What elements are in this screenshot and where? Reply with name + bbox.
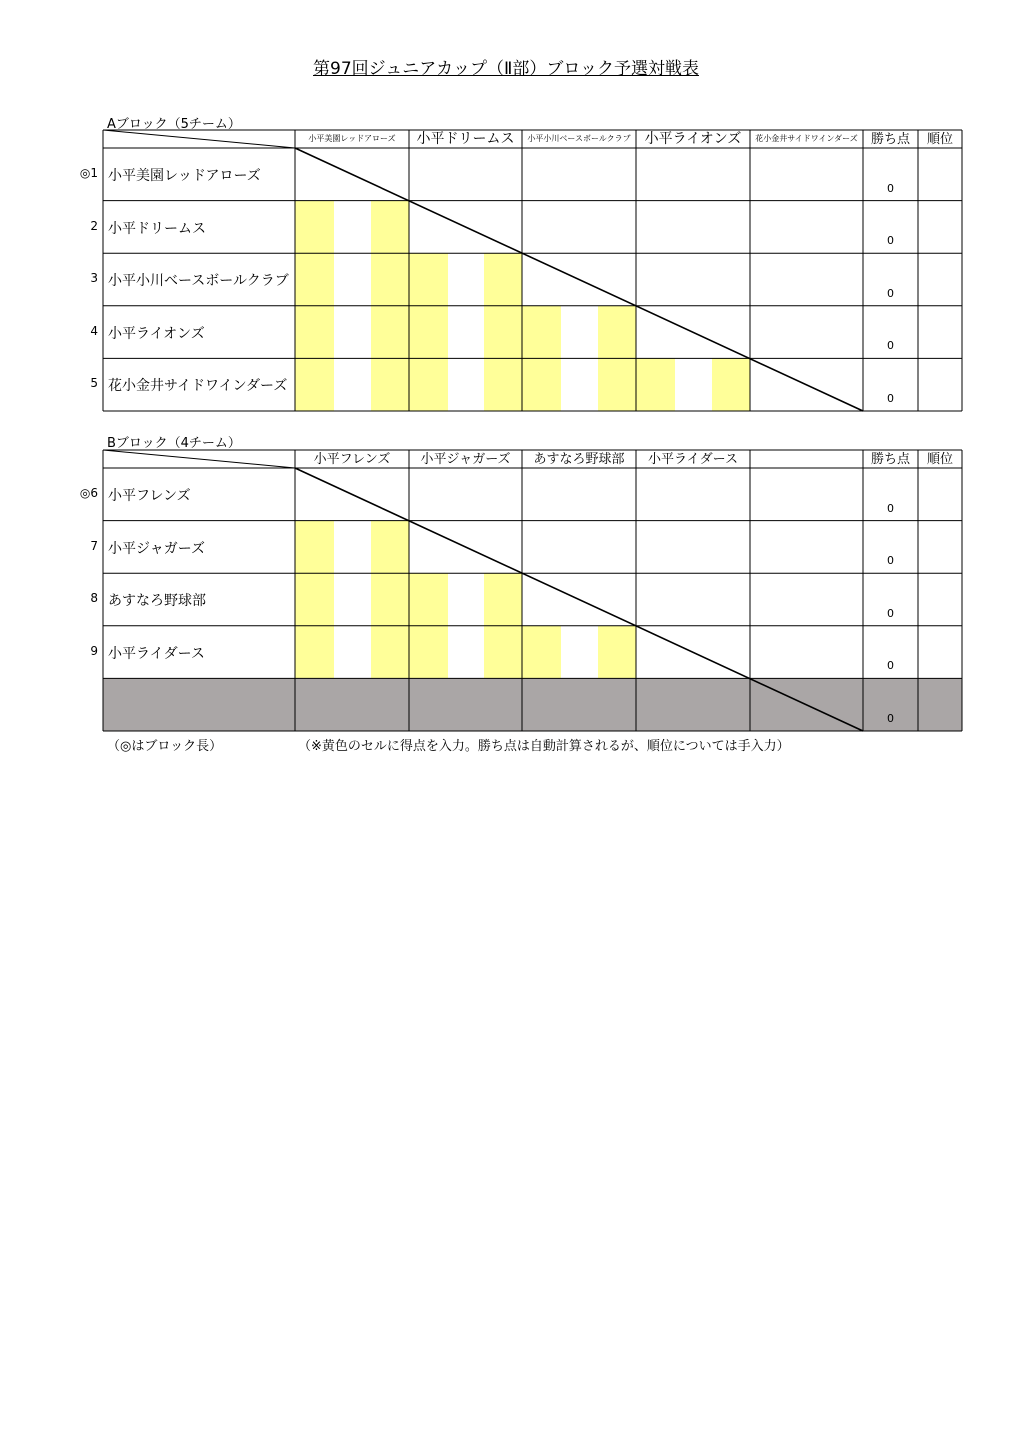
corner-diagonal [103,450,295,468]
team-number: 4 [90,323,98,338]
team-number: 3 [90,271,98,286]
opponent-header: 小平ライダース [648,451,738,467]
leader-note: （◎はブロック長） [107,739,223,754]
team-name: 小平フレンズ [108,488,191,504]
team-name: 小平ライオンズ [108,325,205,342]
points-value: 0 [887,712,894,725]
team-number: 9 [90,643,98,658]
opponent-header: 小平小川ベースボールクラブ [527,134,631,143]
points-value: 0 [887,339,894,353]
points-value: 0 [887,286,894,300]
points-value: 0 [887,659,894,673]
block-a-label: Aブロック（5チーム） [107,117,241,132]
opponent-header: 小平ジャガーズ [420,451,511,467]
team-name: あすなろ野球部 [108,593,206,610]
instruction-note: （※黄色のセルに得点を入力。勝ち点は自動計算されるが、順位については手入力） [298,739,790,754]
block-b-label: Bブロック（4チーム） [107,436,241,451]
team-name: 小平ライダース [108,645,205,662]
team-number: 7 [90,538,98,553]
team-name: 小平美園レッドアローズ [108,168,261,184]
opponent-header: 小平ライオンズ [644,131,742,147]
opponent-header: 花小金井サイドワインダーズ [755,134,858,143]
team-name: 花小金井サイドワインダーズ [108,378,288,395]
page-title: 第97回ジュニアカップ（Ⅱ部）ブロック予選対戦表 [313,59,699,79]
opponent-header [750,450,863,468]
matchup-diagonal [295,468,863,731]
team-number: 2 [90,218,98,233]
opponent-header: 小平フレンズ [313,451,391,467]
points-value: 0 [887,234,894,248]
points-header: 勝ち点 [870,131,910,147]
team-number: ◎6 [79,486,98,500]
points-header: 勝ち点 [870,451,910,467]
rank-header: 順位 [926,131,953,147]
points-value: 0 [887,554,894,568]
team-name: 小平ドリームス [108,220,206,237]
team-number: ◎1 [79,166,98,180]
team-name: 小平小川ベースボールクラブ [108,273,289,290]
team-number: 5 [90,376,98,391]
points-value: 0 [887,501,894,515]
opponent-header: 小平ドリームス [416,131,515,147]
team-name: 小平ジャガーズ [108,540,206,557]
rank-header: 順位 [926,451,953,467]
team-number: 8 [90,591,98,606]
points-value: 0 [887,606,894,620]
points-value: 0 [887,181,894,195]
opponent-header: あすなろ野球部 [533,451,625,467]
points-value: 0 [887,392,894,405]
opponent-header: 小平美園レッドアローズ [308,134,396,143]
